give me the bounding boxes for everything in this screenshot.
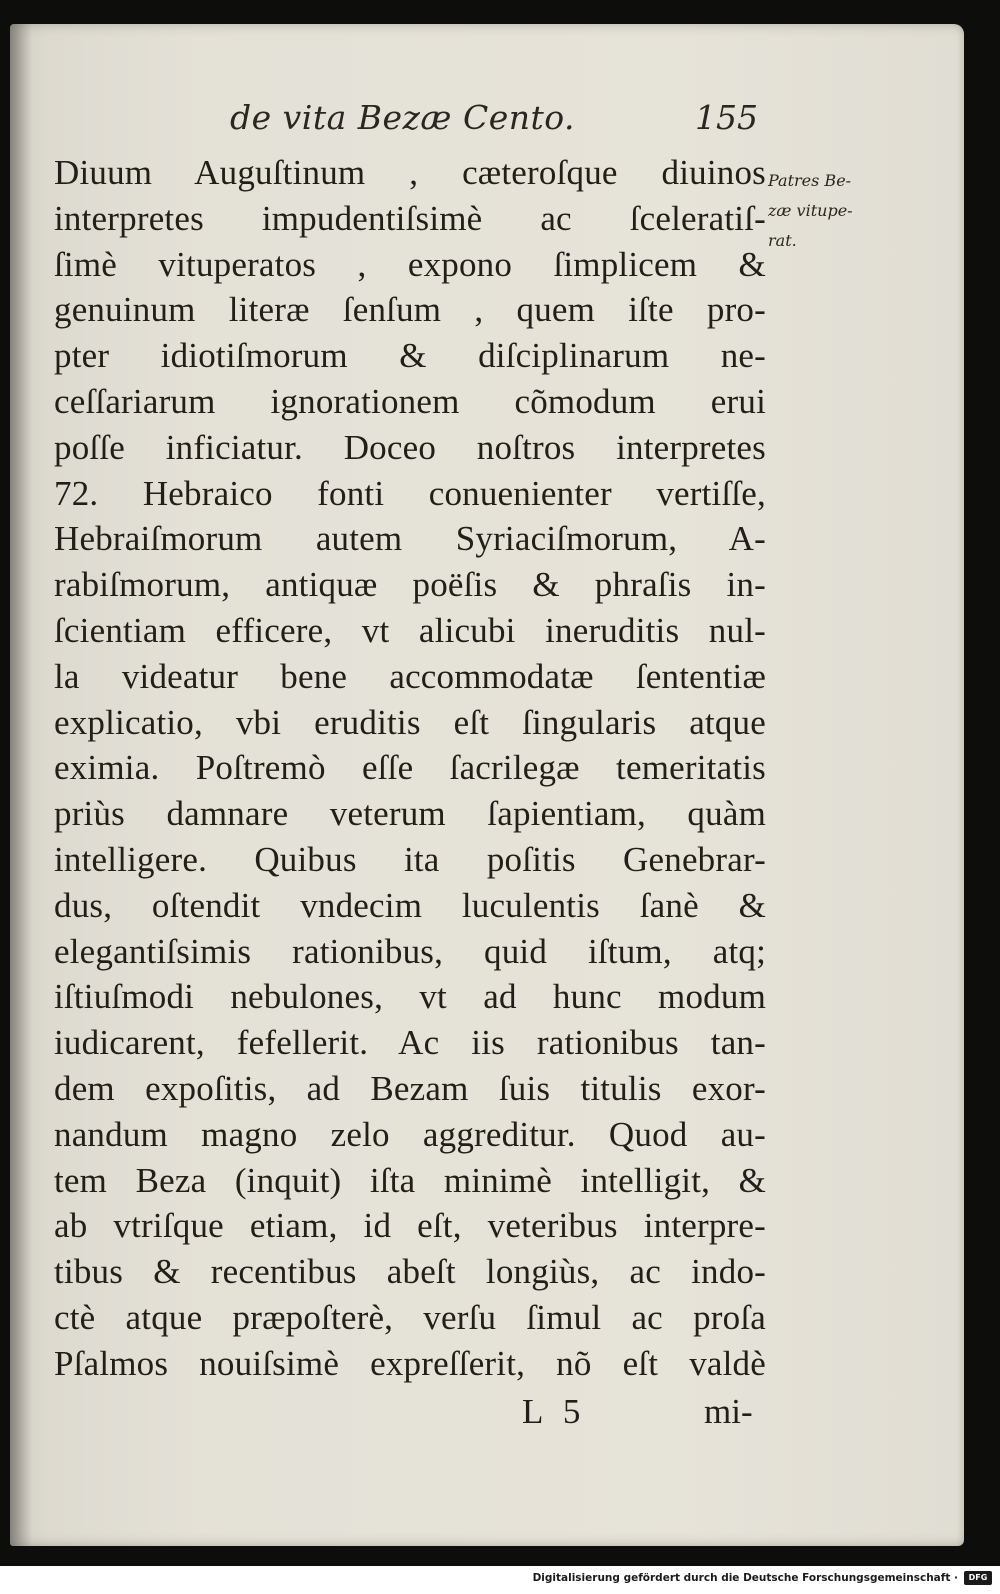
text-line: iudicarent, fefellerit. Ac iis rationibus tan- [54,1023,766,1063]
text-line: Diuum Auguſtinum , cæteroſque diuinos [54,153,766,192]
text-line: ab vtriſque etiam, id eſt, veteribus interpre- [54,1206,766,1246]
text-line: la videatur bene accommodatæ ſententiæ [54,656,766,696]
marginal-note [768,166,908,256]
running-head-title: de vita Bezæ Cento. [230,98,576,137]
text-line: ceſſariarum ignorationem cõmodum erui [54,381,766,421]
text-line: tem Beza (inquit) iſta minimè intelligit, & [54,1160,766,1200]
dfg-logo-text: DFG [968,1573,988,1582]
text-line: intelligere. Quibus ita poſitis Genebrar- [54,839,766,879]
text-line: rabiſmorum, antiquæ poëſis & phraſis in- [54,565,766,605]
text-line: explicatio, vbi eruditis eſt ſingularis atque [54,702,766,742]
signature-line [0,1392,1000,1442]
digitization-footer [0,1566,1000,1594]
text-line: Hebraiſmorum autem Syriaciſmorum, A- [54,519,766,559]
text-line: nandum magno zelo aggreditur. Quod au- [54,1114,766,1154]
page-number: 155 [695,98,758,137]
text-line: genuinum literæ ſenſum , quem iſte pro- [54,290,766,330]
text-line: poſſe inficiatur. Doceo noſtros interpretes [54,427,766,467]
text-line: priùs damnare veterum ſapientiam, quàm [54,794,766,834]
catchword: mi- [704,1392,753,1431]
text-line: interpretes impudentiſsimè ac ſceleratiſ- [54,198,766,238]
text-line: elegantiſsimis rationibus, quid iſtum, atq; [54,931,766,971]
text-line: ſcientiam efficere, vt alicubi ineruditis nul- [54,610,766,650]
text-line: Pſalmos nouiſsimè expreſſerit, nõ eſt valdè [54,1343,766,1383]
text-line: tibus & recentibus abeſt longiùs, ac indo- [54,1252,766,1292]
main-text-block [54,150,766,1387]
signature-mark: L 5 [522,1392,587,1431]
text-line: iſtiuſmodi nebulones, vt ad hunc modum [54,977,766,1017]
marginal-note-line: rat. [768,231,797,250]
text-line: 72. Hebraico fonti conuenienter vertiſſe, [54,473,766,513]
text-line: dus, oſtendit vndecim luculentis ſanè & [54,885,766,925]
text-line: ctè atque præpoſterè, verſu ſimul ac proſa [54,1297,766,1337]
text-line: dem expoſitis, ad Bezam ſuis titulis exor- [54,1068,766,1108]
text-line: pter idiotiſmorum & diſciplinarum ne- [54,336,766,376]
page-gutter-shadow [10,24,32,1546]
funding-credit: Digitalisierung gefördert durch die Deutsche Forschungsgemeinschaft · [532,1572,958,1584]
marginal-note-line: Patres Be- [768,171,852,190]
running-head [0,98,1000,148]
text-line: ſimè vituperatos , expono ſimplicem & [54,244,766,284]
text-line: eximia. Poſtremò eſſe ſacrilegæ temeritatis [54,748,766,788]
dfg-logo-icon [964,1571,992,1585]
marginal-note-line: zæ vitupe- [768,201,853,220]
